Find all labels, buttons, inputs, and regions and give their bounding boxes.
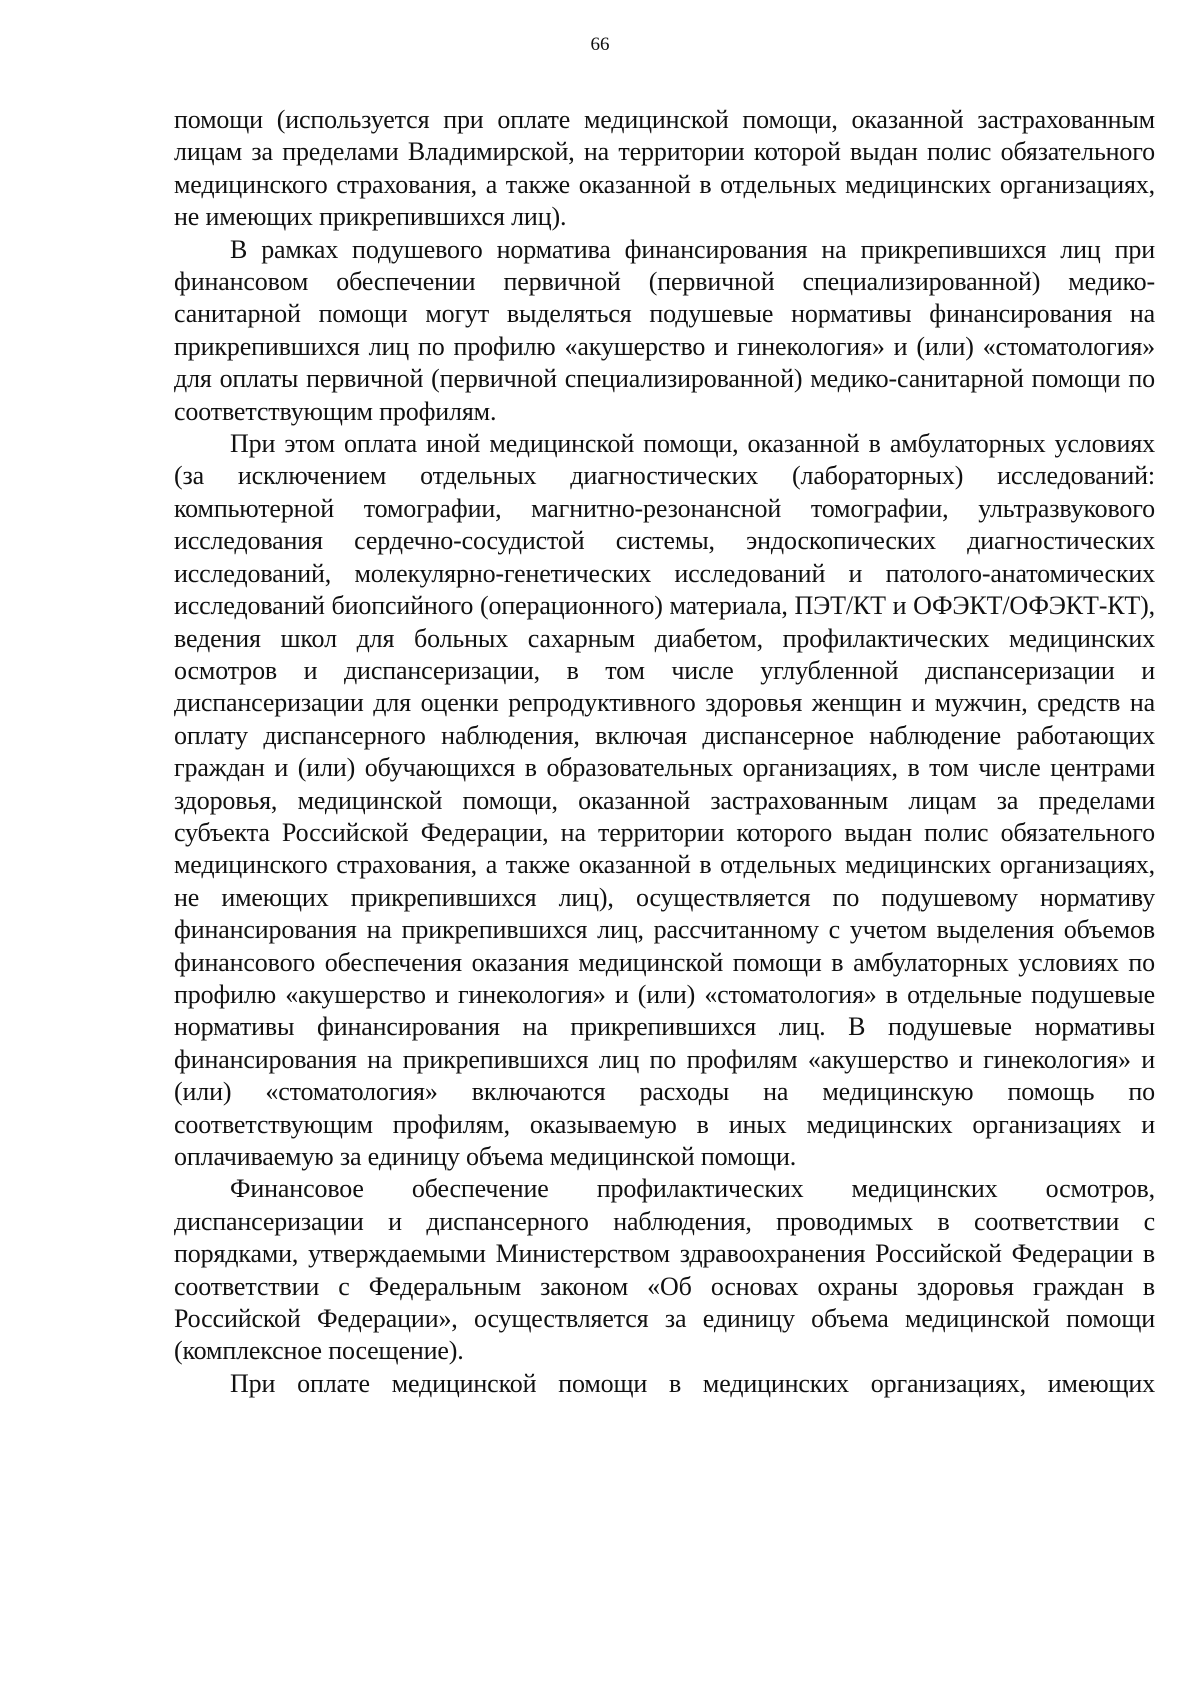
page-number: 66 bbox=[590, 34, 610, 55]
paragraph-continuation: помощи (используется при оплате медицинской помощи, оказанной застрахованным лицам за пределами Владимирской, на территории которой выдан полис обязательного медицинского страхования, а также оказанной в отдельных медицинских организациях, не имеющих прикрепившихся лиц). bbox=[174, 105, 1155, 232]
paragraph-outpatient-payment: При этом оплата иной медицинской помощи, оказанной в амбулаторных условиях (за исключением отдельных диагностических (лабораторных) исследований: компьютерной томографии, магнитно-резонансной томографии, ультразвукового исследования сердечно-сосудистой системы, эндоскопических диагностических исследований, молекулярно-генетических исследований и патолого-анатомических исследований биопсийного (операционного) материала, ПЭТ/КТ и ОФЭКТ/ОФЭКТ-КТ), ведения школ для больных сахарным диабетом, профилактических медицинских осмотров и диспансеризации, в том числе углубленной диспансеризации и диспансеризации для оценки репродуктивного здоровья женщин и мужчин, средств на оплату диспансерного наблюдения, включая диспансерное наблюдение работающих граждан и (или) обучающихся в образовательных организациях, в том числе центрами здоровья, медицинской помощи, оказанной застрахованным лицам за пределами субъекта Российской Федерации, на территории которого выдан полис обязательного медицинского страхования, а также оказанной в отдельных медицинских организациях, не имеющих прикрепившихся лиц), осуществляется по подушевому нормативу финансирования на прикрепившихся лиц, рассчитанному с учетом выделения объемов финансового обеспечения оказания медицинской помощи в амбулаторных условиях по профилю «акушерство и гинекология» и (или) «стоматология» в отдельные подушевые нормативы финансирования на прикрепившихся лиц. В подушевые нормативы финансирования на прикрепившихся лиц по профилям «акушерство и гинекология» и (или) «стоматология» включаются расходы на медицинскую помощь по соответствующим профилям, оказываемую в иных медицинских организациях и оплачиваемую за единицу объема медицинской помощи. bbox=[174, 429, 1155, 1171]
paragraph-preventive-financing: Финансовое обеспечение профилактических медицинских осмотров, диспансеризации и диспансерного наблюдения, проводимых в соответствии с порядками, утверждаемыми Министерством здравоохранения Российской Федерации в соответствии с Федеральным законом «Об основах охраны здоровья граждан в Российской Федерации», осуществляется за единицу объема медицинской помощи (комплексное посещение). bbox=[174, 1174, 1155, 1366]
paragraph-cut-off: При оплате медицинской помощи в медицинских организациях, имеющих bbox=[230, 1368, 1155, 1398]
paragraph-capitation-profiles: В рамках подушевого норматива финансирования на прикрепившихся лиц при финансовом обеспечении первичной (первичной специализированной) медико-санитарной помощи могут выделяться подушевые нормативы финансирования на прикрепившихся лиц по профилю «акушерство и гинекология» и (или) «стоматология» для оплаты первичной (первичной специализированной) медико-санитарной помощи по соответствующим профилям. bbox=[174, 234, 1155, 426]
document-body bbox=[174, 104, 1155, 1400]
